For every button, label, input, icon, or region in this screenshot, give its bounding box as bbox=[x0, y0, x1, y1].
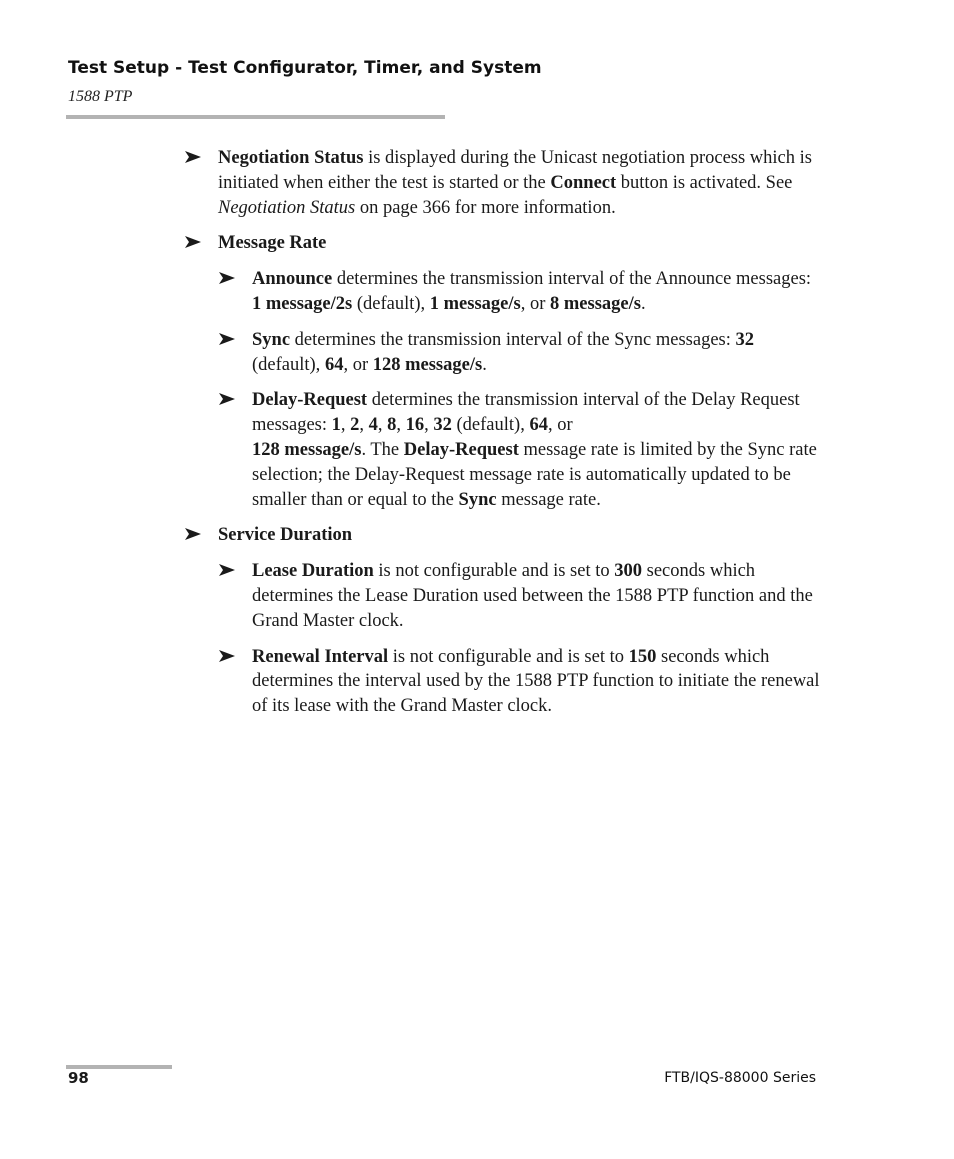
text: determines the transmission interval of the Delay Request messages: bbox=[252, 390, 800, 436]
value: 2 bbox=[350, 415, 360, 436]
text: (default), bbox=[252, 354, 325, 375]
text: , bbox=[396, 415, 406, 436]
text: , bbox=[359, 415, 369, 436]
text: determines the transmission interval of the Announce messages: bbox=[332, 269, 812, 290]
text: , bbox=[424, 415, 434, 436]
text: seconds which determines the Lease Duration used between the 1588 PTP function and the Grand Master clock. bbox=[252, 561, 813, 631]
term-lease-duration: Lease Duration bbox=[252, 561, 374, 582]
bullet-delay-request bbox=[218, 388, 824, 512]
value: 32 bbox=[735, 329, 754, 350]
value: 8 message/s bbox=[550, 293, 641, 314]
bullet-announce bbox=[218, 267, 824, 317]
term-delay-request: Delay-Request bbox=[403, 439, 519, 460]
bullet-negotiation-status bbox=[184, 146, 824, 220]
bullet-message-rate bbox=[184, 231, 824, 256]
term-negotiation-status: Negotiation Status bbox=[218, 148, 364, 168]
value: 64 bbox=[529, 415, 548, 436]
text: seconds which determines the interval used by the 1588 PTP function to initiate the renewal of its lease with the Grand Master clock. bbox=[252, 646, 820, 717]
arrow-bullet-icon bbox=[218, 332, 238, 348]
text: determines the transmission interval of the Sync messages: bbox=[290, 329, 736, 350]
text: . The bbox=[361, 439, 404, 460]
arrow-bullet-icon bbox=[184, 150, 204, 166]
arrow-bullet-icon bbox=[218, 271, 238, 287]
value: 150 bbox=[628, 646, 657, 667]
value: 4 bbox=[368, 415, 378, 436]
text: , or bbox=[343, 354, 373, 375]
bullet-sync bbox=[218, 328, 824, 378]
arrow-bullet-icon bbox=[218, 649, 238, 665]
value: 1 bbox=[331, 415, 341, 436]
value: 300 bbox=[614, 561, 643, 582]
text: button is activated. See bbox=[616, 172, 793, 193]
text: . bbox=[640, 293, 646, 314]
term-sync: Sync bbox=[252, 329, 291, 350]
value: 16 bbox=[405, 415, 425, 436]
value: 32 bbox=[433, 415, 452, 436]
text: on page 366 for more information. bbox=[355, 197, 616, 218]
text: (default), bbox=[451, 415, 530, 436]
text: , or bbox=[520, 293, 551, 314]
term-announce: Announce bbox=[252, 269, 333, 290]
header-divider bbox=[66, 115, 445, 119]
value: 8 bbox=[387, 415, 397, 436]
main-content bbox=[184, 146, 824, 730]
page-header-title: Test Setup - Test Configurator, Timer, and System bbox=[68, 58, 542, 78]
heading-service-duration: Service Duration bbox=[218, 525, 353, 546]
page-number: 98 bbox=[68, 1069, 89, 1087]
value: 128 message/s bbox=[372, 354, 483, 375]
term-connect: Connect bbox=[550, 172, 617, 193]
term-delay-request: Delay-Request bbox=[252, 390, 368, 411]
arrow-bullet-icon bbox=[184, 235, 204, 251]
text: message rate. bbox=[496, 489, 601, 510]
value: 1 message/2s bbox=[252, 293, 353, 314]
text: . bbox=[482, 354, 487, 375]
text: , or bbox=[547, 415, 573, 436]
value: 64 bbox=[324, 354, 344, 375]
value: 1 message/s bbox=[429, 293, 521, 314]
heading-message-rate: Message Rate bbox=[218, 233, 327, 254]
page-header-subtitle: 1588 PTP bbox=[68, 88, 133, 105]
text: is not configurable and is set to bbox=[388, 646, 629, 667]
bullet-service-duration bbox=[184, 523, 824, 548]
cross-reference: Negotiation Status bbox=[218, 197, 356, 218]
text: , bbox=[377, 415, 388, 436]
value: 128 message/s bbox=[252, 439, 362, 460]
arrow-bullet-icon bbox=[218, 392, 238, 408]
arrow-bullet-icon bbox=[184, 527, 204, 543]
term-sync: Sync bbox=[458, 489, 497, 510]
product-series: FTB/IQS-88000 Series bbox=[664, 1070, 816, 1086]
text: is not configurable and is set to bbox=[373, 561, 615, 582]
arrow-bullet-icon bbox=[218, 563, 238, 579]
text: is displayed during the Unicast negotiation process which is initiated when either the test is started or the bbox=[218, 148, 812, 193]
term-renewal-interval: Renewal Interval bbox=[252, 646, 389, 667]
text: (default), bbox=[352, 293, 430, 314]
bullet-renewal-interval bbox=[218, 645, 824, 719]
bullet-lease-duration bbox=[218, 559, 824, 633]
text: , bbox=[340, 415, 351, 436]
text: message rate is limited by the Sync rate selection; the Delay-Request message rate is automatically updated to be smaller than or equal to the bbox=[252, 439, 817, 510]
